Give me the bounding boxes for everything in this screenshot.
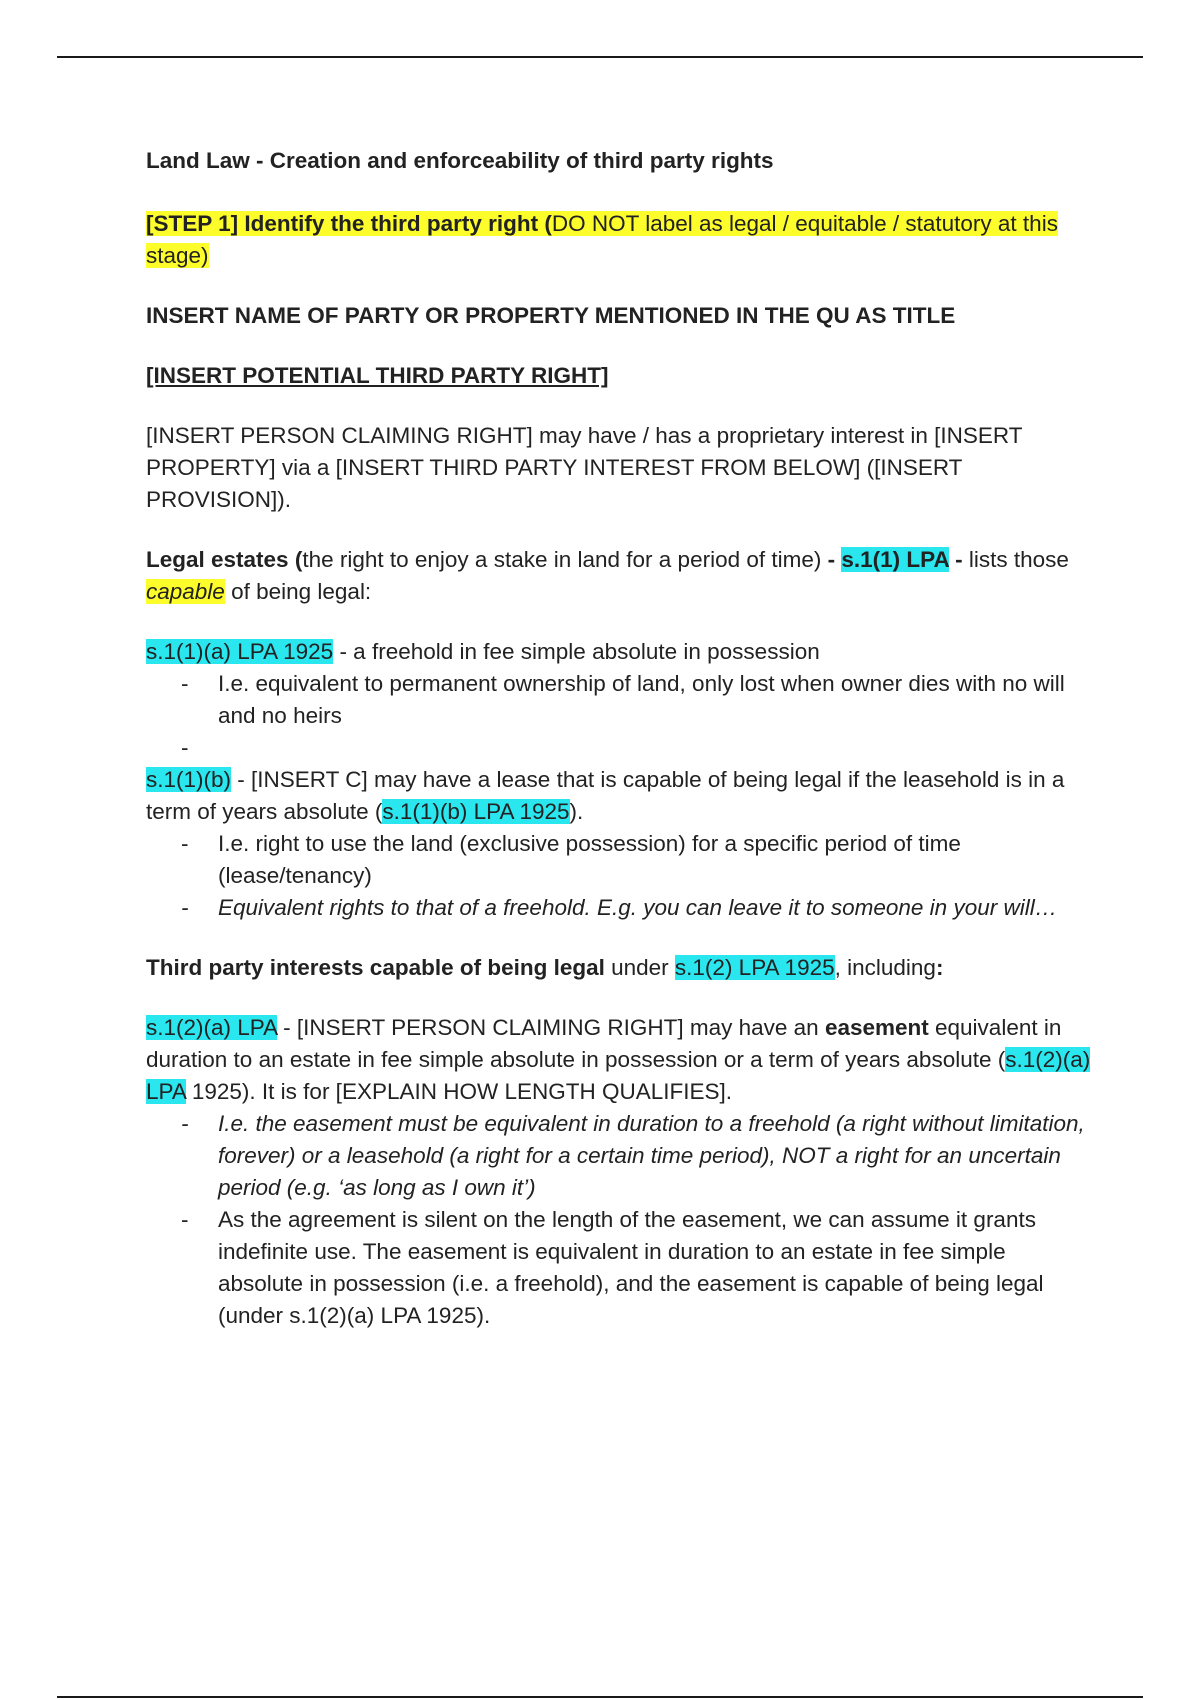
bottom-rule	[57, 1696, 1143, 1698]
list-item-empty	[146, 732, 1096, 764]
list-item: - Equivalent rights to that of a freehold. E.g. you can leave it to someone in your will…	[146, 892, 1096, 924]
heading-right: [INSERT POTENTIAL THIRD PARTY RIGHT]	[146, 363, 609, 388]
easement-bullets	[146, 1108, 1096, 1332]
legal-estates-ref: s.1(1) LPA	[841, 547, 949, 572]
step1-highlight	[146, 211, 1058, 268]
list-item: - I.e. right to use the land (exclusive possession) for a specific period of time (lease/tenancy)	[146, 828, 1096, 892]
intro-paragraph: [INSERT PERSON CLAIMING RIGHT] may have / has a proprietary interest in [INSERT PROPERTY] via a [INSERT THIRD PARTY INTEREST FROM BELOW] ([INSERT PROVISION]).	[146, 423, 1023, 512]
step1-bold: [STEP 1] Identify the third party right (	[146, 211, 552, 236]
legal-estates-label: Legal estates (	[146, 547, 303, 572]
heading-name: INSERT NAME OF PARTY OR PROPERTY MENTIONED IN THE QU AS TITLE	[146, 303, 956, 328]
third-party-ref: s.1(2) LPA 1925	[674, 955, 835, 980]
term-years-paragraph: s.1(1)(b) - [INSERT C] may have a lease that is capable of being legal if the leasehold is in a term of years absolute (s.1(1)(b) LPA 1925).	[146, 767, 1065, 824]
easement-bold: easement	[824, 1015, 929, 1040]
term-years-ref2: s.1(1)(b) LPA 1925	[382, 799, 570, 824]
step1-rest: DO NOT label as legal / equitable / statutory at this stage)	[146, 211, 1058, 268]
term-years-ref: s.1(1)(b)	[146, 767, 232, 792]
third-party-label: Third party interests capable of being legal	[146, 955, 605, 980]
step1-line	[146, 208, 1096, 272]
list-item: - I.e. the easement must be equivalent in duration to a freehold (a right without limitation, forever) or a leasehold (a right for a certain time period), NOT a right for an uncertain period (e.g. ‘as long as I own it’)	[146, 1108, 1096, 1204]
easement-paragraph: s.1(2)(a) LPA - [INSERT PERSON CLAIMING RIGHT] may have an easement equivalent in duration to an estate in fee simple absolute in possession or a term of years absolute (s.1(2)(a) LPA 1925). It is for [EXPLAIN HOW LENGTH QUALIFIES].	[146, 1015, 1091, 1104]
fee-simple-ref: s.1(1)(a) LPA 1925	[146, 639, 334, 664]
document-page	[146, 145, 1096, 1332]
list-item: - I.e. equivalent to permanent ownership of land, only lost when owner dies with no will and no heirs	[146, 668, 1096, 732]
easement-ref: s.1(2)(a) LPA	[146, 1015, 277, 1040]
easement-ref2: s.1(2)(a) LPA	[146, 1047, 1091, 1104]
legal-estates-paragraph: Legal estates (the right to enjoy a stake in land for a period of time) - s.1(1) LPA - lists those capable of being legal:	[146, 547, 1069, 604]
fee-simple-bullets	[146, 668, 1096, 764]
fee-simple-paragraph: s.1(1)(a) LPA 1925 - a freehold in fee simple absolute in possession	[146, 639, 820, 664]
top-rule	[57, 56, 1143, 58]
capable-highlight: capable	[146, 579, 225, 604]
third-party-paragraph: Third party interests capable of being legal under s.1(2) LPA 1925, including:	[146, 955, 944, 980]
document-title: Land Law - Creation and enforceability of third party rights	[146, 148, 774, 173]
list-item: - As the agreement is silent on the length of the easement, we can assume it grants indefinite use. The easement is equivalent in duration to an estate in fee simple absolute in possession (i.e. a freehold), and the easement is capable of being legal (under s.1(2)(a) LPA 1925).	[146, 1204, 1096, 1332]
term-years-bullets	[146, 828, 1096, 924]
